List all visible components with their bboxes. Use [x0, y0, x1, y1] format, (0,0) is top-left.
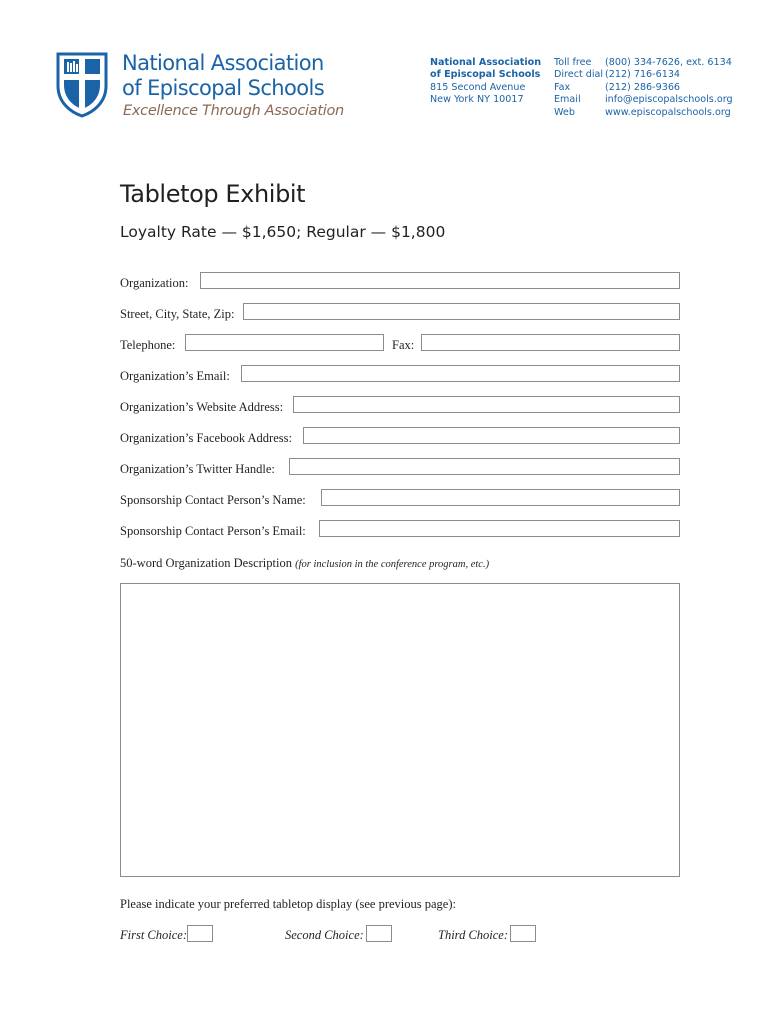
org-name-line-1: National Association — [122, 51, 324, 75]
contact-value: (212) 716-6134 — [605, 69, 681, 81]
third-choice-field[interactable] — [510, 925, 536, 942]
contact-email-label: Sponsorship Contact Person’s Email: — [120, 524, 306, 538]
second-choice-field[interactable] — [366, 925, 392, 942]
fax-field[interactable] — [421, 334, 680, 351]
address-block — [430, 57, 541, 107]
contact-label: Email — [554, 94, 581, 106]
facebook-label: Organization’s Facebook Address: — [120, 431, 292, 445]
organization-label: Organization: — [120, 276, 189, 290]
contact-labels — [554, 57, 603, 119]
address-line: 815 Second Avenue — [430, 81, 526, 93]
description-textarea[interactable] — [120, 583, 680, 877]
form-subtitle: Loyalty Rate — $1,650; Regular — $1,800 — [120, 223, 446, 241]
telephone-field[interactable] — [185, 334, 384, 351]
display-prompt: Please indicate your preferred tabletop display (see previous page): — [120, 897, 456, 911]
contact-values — [605, 57, 733, 119]
contact-name-field[interactable] — [321, 489, 680, 506]
first-choice-label: First Choice: — [120, 928, 188, 942]
email-label: Organization’s Email: — [120, 369, 230, 383]
website-label: Organization’s Website Address: — [120, 400, 284, 414]
second-choice-label: Second Choice: — [285, 928, 364, 942]
contact-value: (212) 286-9366 — [605, 81, 681, 93]
contact-email-field[interactable] — [319, 520, 680, 537]
description-note: (for inclusion in the conference program, etc.) — [295, 559, 490, 570]
contact-label: Toll free — [554, 57, 592, 68]
description-label: 50-word Organization Description — [120, 556, 292, 570]
contact-value: info@episcopalschools.org — [605, 94, 733, 106]
tagline: Excellence Through Association — [123, 103, 344, 119]
address-line: New York NY 10017 — [430, 94, 524, 106]
third-choice-label: Third Choice: — [438, 928, 509, 942]
facebook-field[interactable] — [303, 427, 680, 444]
contact-value: (800) 334-7626, ext. 6134 — [605, 57, 732, 68]
first-choice-field[interactable] — [187, 925, 213, 942]
contact-value: www.episcopalschools.org — [605, 106, 731, 118]
org-name-line-2: of Episcopal Schools — [122, 76, 325, 100]
logo-shield-icon — [56, 52, 108, 118]
street-field[interactable] — [243, 303, 680, 320]
contact-label: Direct dial — [554, 69, 604, 81]
telephone-label: Telephone: — [120, 338, 176, 352]
fax-label: Fax: — [392, 338, 415, 352]
contact-label: Web — [554, 106, 575, 118]
contact-name-label: Sponsorship Contact Person’s Name: — [120, 493, 306, 507]
website-field[interactable] — [293, 396, 680, 413]
twitter-field[interactable] — [289, 458, 680, 475]
contact-label: Fax — [554, 81, 571, 93]
address-line: National Association — [430, 57, 542, 68]
description-label-row — [120, 557, 489, 571]
twitter-label: Organization’s Twitter Handle: — [120, 462, 275, 476]
organization-field[interactable] — [200, 272, 680, 289]
form-title: Tabletop Exhibit — [120, 180, 306, 208]
street-label: Street, City, State, Zip: — [120, 307, 235, 321]
address-line: of Episcopal Schools — [430, 69, 541, 81]
email-field[interactable] — [241, 365, 680, 382]
